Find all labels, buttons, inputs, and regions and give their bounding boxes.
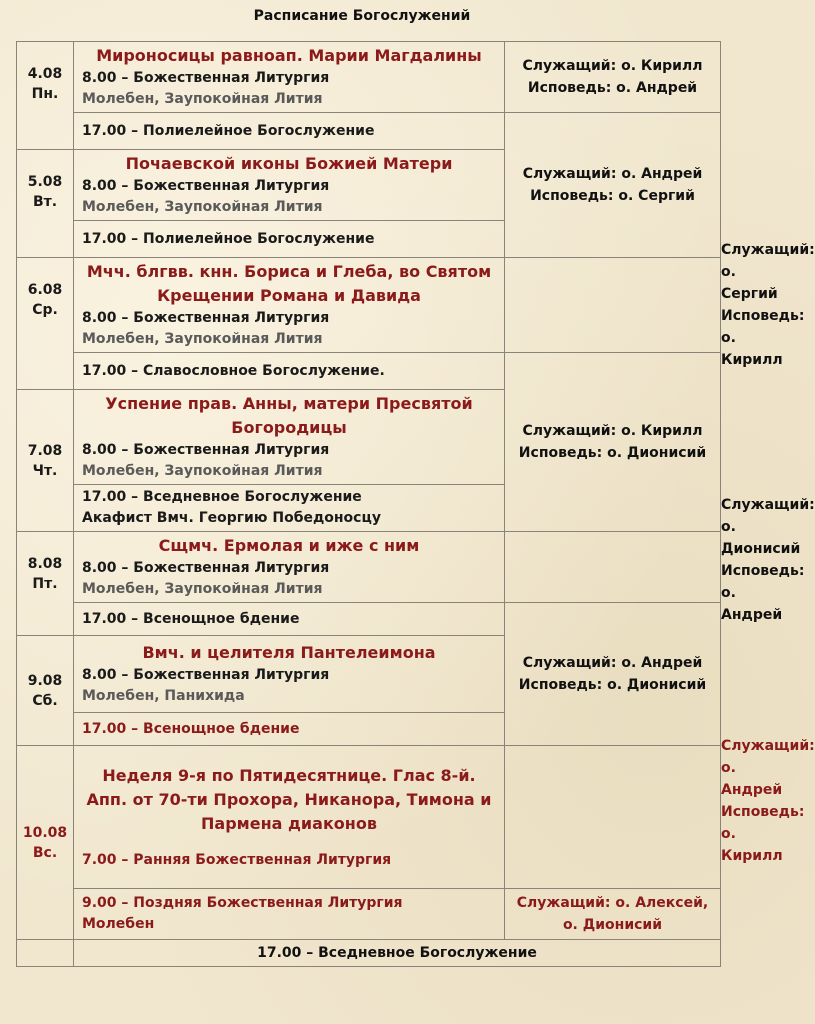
table-row bbox=[17, 889, 721, 940]
service-cell bbox=[74, 636, 505, 713]
celebrant-2: о. Дионисий bbox=[562, 917, 663, 933]
table-row: 17.00 – Всенощное бдение Служащий: о. Андрей Исповедь: о. Кирилл bbox=[17, 713, 721, 746]
evening-service: 17.00 – Всенощное бдение bbox=[82, 720, 300, 737]
after-service: Молебен, Панихида bbox=[82, 688, 245, 704]
evening-service: 17.00 – Вседневное Богослужение bbox=[82, 489, 362, 505]
priests-cell bbox=[505, 603, 721, 746]
date-cell bbox=[17, 390, 74, 532]
celebrant: Служащий: о. Андрей bbox=[522, 655, 703, 671]
table-row bbox=[17, 940, 721, 967]
weekday: Вт. bbox=[32, 194, 58, 210]
after-service: Молебен, Заупокойная Лития bbox=[82, 331, 323, 347]
confessor: Исповедь: о. Андрей bbox=[527, 80, 698, 96]
date-cell bbox=[17, 636, 74, 746]
feast-title: Почаевской иконы Божией Матери bbox=[125, 154, 453, 173]
liturgy-time: 8.00 – Божественная Литургия bbox=[82, 667, 330, 683]
service-cell bbox=[74, 258, 505, 353]
after-service: Молебен, Заупокойная Лития bbox=[82, 91, 323, 107]
confessor: Исповедь: о. Дионисий bbox=[518, 677, 707, 693]
after-service: Молебен, Заупокойная Лития bbox=[82, 463, 323, 479]
feast-title: Успение прав. Анны, матери Пресвятой Богородицы bbox=[105, 394, 473, 437]
after-service: Молебен, Заупокойная Лития bbox=[82, 581, 323, 597]
date: 4.08 bbox=[27, 66, 63, 82]
service-cell bbox=[74, 150, 505, 221]
date-cell bbox=[17, 150, 74, 258]
akathist: Акафист Вмч. Георгию Победоносцу bbox=[82, 510, 381, 526]
weekday: Сб. bbox=[32, 692, 58, 709]
liturgy-time: 8.00 – Божественная Литургия bbox=[82, 442, 330, 458]
date-cell bbox=[17, 532, 74, 636]
schedule-table bbox=[16, 41, 815, 967]
table-row bbox=[17, 603, 721, 636]
liturgy-time: 8.00 – Божественная Литургия bbox=[82, 178, 330, 194]
liturgy-time: 7.00 – Ранняя Божественная Литургия bbox=[82, 851, 392, 868]
evening-service: 17.00 – Полиелейное Богослужение bbox=[82, 230, 375, 247]
priests-cell bbox=[505, 113, 721, 258]
service-cell bbox=[74, 746, 505, 889]
feast-title: Сщмч. Ермолая и иже с ним bbox=[158, 536, 420, 555]
table-row bbox=[17, 42, 721, 113]
date-cell bbox=[17, 42, 74, 150]
evening-cell bbox=[74, 113, 505, 150]
weekday: Чт. bbox=[32, 462, 58, 479]
table-row bbox=[17, 532, 721, 603]
table-row bbox=[17, 746, 721, 889]
date: 9.08 bbox=[27, 672, 63, 689]
table-row bbox=[17, 353, 721, 390]
weekday: Ср. bbox=[32, 302, 58, 318]
table-row: 17.00 – Вседневное Богослужение Акафист Вмч. Георгию Победоносцу Служащий: о. Дионисий Исповедь: о. Андрей bbox=[17, 485, 721, 532]
date: 6.08 bbox=[27, 282, 63, 298]
feast-title: Мироносицы равноап. Марии Магдалины bbox=[96, 46, 482, 65]
after-service: Молебен, Заупокойная Лития bbox=[82, 199, 323, 215]
priests-cell bbox=[505, 353, 721, 532]
evening-cell bbox=[74, 485, 505, 532]
evening-cell bbox=[74, 353, 505, 390]
weekday: Вс. bbox=[32, 844, 58, 861]
confessor: Исповедь: о. Дионисий bbox=[518, 445, 707, 461]
evening-service: 17.00 – Полиелейное Богослужение bbox=[82, 122, 375, 139]
celebrant: Служащий: о. Кирилл bbox=[522, 58, 703, 74]
priests-cell bbox=[505, 42, 721, 113]
feast-title: Мчч. блгвв. кнн. Бориса и Глеба, во Святом Крещении Романа и Давида bbox=[86, 262, 492, 305]
feast-title: Вмч. и целителя Пантелеимона bbox=[142, 643, 436, 662]
date: 8.08 bbox=[27, 556, 63, 572]
feast-title: Неделя 9-я по Пятидесятнице. Глас 8-й. Апп. от 70-ти Прохора, Никанора, Тимона и Пармена диаконов bbox=[86, 765, 492, 833]
table-row bbox=[17, 113, 721, 150]
after-service: Молебен bbox=[82, 916, 155, 932]
table-row: 17.00 – Полиелейное Богослужение Служащий: о. Сергий Исповедь: о. Кирилл bbox=[17, 221, 721, 258]
final-service-cell bbox=[74, 940, 721, 967]
empty-cell bbox=[17, 940, 74, 967]
celebrant: Служащий: о. Алексей, bbox=[516, 895, 709, 911]
date-cell bbox=[17, 746, 74, 940]
evening-service: 17.00 – Славословное Богослужение. bbox=[82, 362, 385, 379]
page-title: Расписание Богослужений bbox=[253, 8, 471, 24]
table-row bbox=[17, 258, 721, 353]
priests-cell bbox=[505, 889, 721, 940]
celebrant: Служащий: о. Кирилл bbox=[522, 423, 703, 439]
evening-cell bbox=[74, 603, 505, 636]
date: 10.08 bbox=[22, 824, 68, 841]
service-cell bbox=[74, 532, 505, 603]
service-cell bbox=[74, 390, 505, 485]
weekday: Пт. bbox=[32, 576, 58, 592]
liturgy-time: 8.00 – Божественная Литургия bbox=[82, 70, 330, 86]
date-cell bbox=[17, 258, 74, 390]
confessor: Исповедь: о. Сергий bbox=[530, 188, 695, 204]
date: 7.08 bbox=[27, 442, 63, 459]
late-liturgy-cell bbox=[74, 889, 505, 940]
evening-cell bbox=[74, 713, 505, 746]
service-cell bbox=[74, 42, 505, 113]
weekday: Пн. bbox=[31, 86, 59, 102]
liturgy-time: 8.00 – Божественная Литургия bbox=[82, 310, 330, 326]
celebrant: Служащий: о. Андрей bbox=[522, 166, 703, 182]
date: 5.08 bbox=[27, 174, 63, 190]
evening-service: 17.00 – Вседневное Богослужение bbox=[257, 945, 537, 961]
evening-cell bbox=[74, 221, 505, 258]
liturgy-time: 8.00 – Божественная Литургия bbox=[82, 560, 330, 576]
evening-service: 17.00 – Всенощное бдение bbox=[82, 610, 300, 627]
late-liturgy: 9.00 – Поздняя Божественная Литургия bbox=[82, 895, 403, 911]
